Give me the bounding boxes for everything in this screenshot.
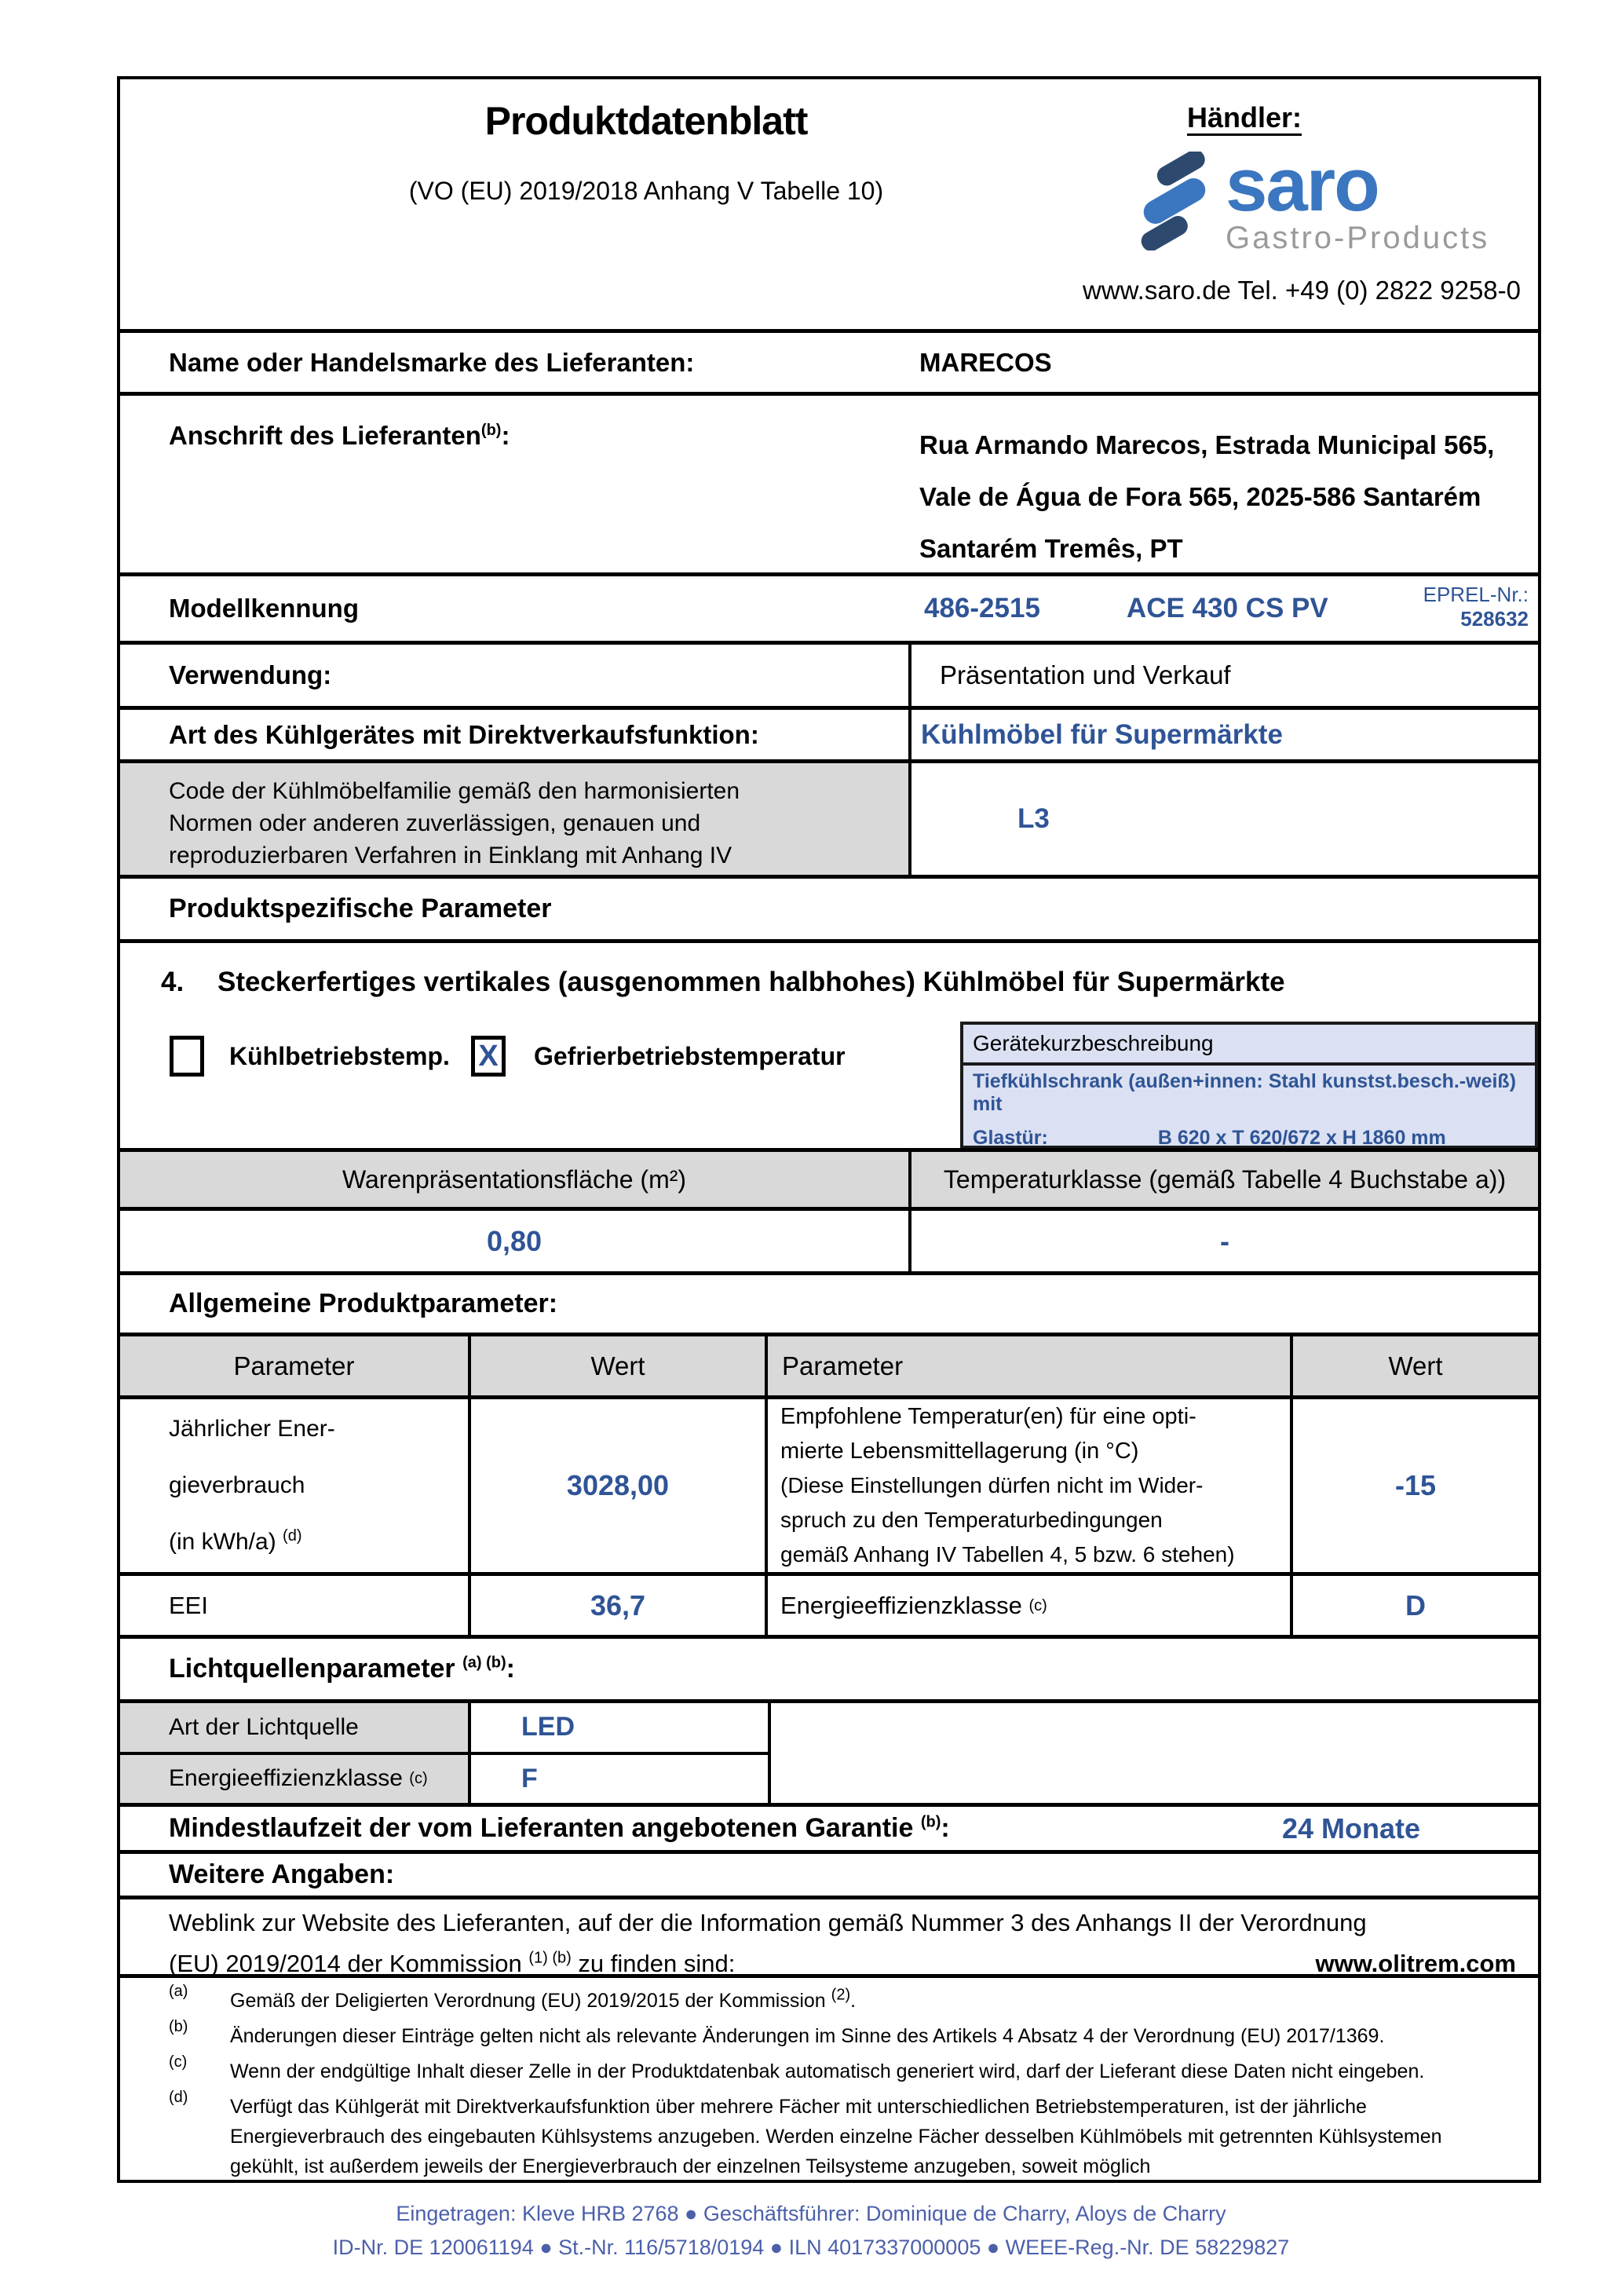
device-short-description-box	[960, 1022, 1538, 1149]
light-params-title: Lichtquellenparameter $^{(a) (b)}$:	[169, 1654, 515, 1684]
logo-tagline: Gastro-Products	[1226, 221, 1490, 255]
supplier-name-label: Name oder Handelsmarke des Lieferanten:	[169, 347, 695, 377]
supplier-name-row	[120, 329, 1538, 392]
eprel-block	[1423, 583, 1529, 631]
section4-heading	[161, 967, 1285, 998]
recommended-temperature-value: -15	[1290, 1399, 1538, 1572]
supplier-address-value	[908, 396, 1538, 575]
section4-number: 4.	[161, 967, 184, 997]
device-type-row	[120, 706, 1538, 759]
additional-info-title: Weitere Angaben:	[169, 1859, 395, 1889]
light-params-section	[120, 1635, 1538, 1699]
light-source-value: LED	[468, 1703, 768, 1752]
footer-line2: ID-Nr. DE 120061194 ● St.-Nr. 116/5718/0194 ● ILN 4017337000005 ● WEEE-Reg.-Nr. DE 58229827	[332, 2236, 1290, 2259]
additional-info-section	[120, 1850, 1538, 1896]
saro-logo	[1138, 143, 1490, 256]
footnote-d	[120, 2089, 1538, 2181]
supplier-address-row	[120, 392, 1538, 572]
energy-class-value: D	[1290, 1576, 1538, 1635]
footnote-marker: (c)	[169, 2053, 188, 2071]
warranty-row	[120, 1803, 1538, 1850]
device-type-value: Kühlmöbel für Supermärkte	[921, 718, 1283, 750]
section4-title: Steckerfertiges vertikales (ausgenommen halbhohes) Kühlmöbel für Supermärkte	[217, 967, 1285, 997]
eei-value: 36,7	[468, 1576, 765, 1635]
model-name: ACE 430 CS PV	[1126, 593, 1328, 623]
presentation-area-header: Warenpräsentationsfläche (m²)	[120, 1152, 908, 1207]
eprel-number: 528632	[1460, 607, 1529, 631]
product-params-title: Produktspezifische Parameter	[169, 894, 552, 923]
footnote-text: Verfügt das Kühlgerät mit Direktverkaufsfunktion über mehrere Fächer mit unterschiedlichen Betriebstemperaturen, ist der jährliche Energieverbrauch des eingebauten Kühlsystems anzugeben. Werden einzelne Fächer desselben Kühlmöbels mit getrennten Kühlsystemen gekühlt, ist außerdem jeweils der Energieverbrauch der einzelnen Teilsysteme anzugeben, soweit möglich	[230, 2096, 1442, 2177]
col-header-parameter-2: Parameter	[765, 1336, 1290, 1395]
temperature-class-header: Temperaturklasse (gemäß Tabelle 4 Buchstabe a))	[908, 1152, 1538, 1207]
header-row	[120, 79, 1538, 329]
logo-wordmark: saro	[1226, 143, 1379, 227]
family-code-value: L3	[908, 763, 1538, 875]
saro-logo-icon	[1138, 152, 1213, 254]
description-door-label: Glastür:	[973, 1127, 1048, 1149]
light-source-label: Art der Lichtquelle	[120, 1703, 468, 1752]
family-code-label: Code der Kühlmöbelfamilie gemäß den harmonisierten Normen oder anderen zuverlässigen, genauen und reproduzierbaren Verfahren in Einklang mit Anhang IV	[120, 763, 908, 875]
usage-label: Verwendung:	[169, 660, 332, 689]
usage-value: Präsentation und Verkauf	[940, 660, 1231, 689]
col-header-wert-1: Wert	[468, 1336, 765, 1395]
description-dimensions: B 620 x T 620/672 x H 1860 mm	[1157, 1127, 1446, 1149]
dealer-label: Händler:	[1187, 101, 1302, 133]
usage-value-cell	[908, 645, 1538, 706]
title-block	[356, 98, 937, 206]
checkbox-gefrierbetriebstemperatur-label: Gefrierbetriebstemperatur	[534, 1042, 846, 1070]
supplier-name-value: MARECOS	[919, 347, 1052, 377]
footnote-marker: (b)	[169, 2018, 188, 2035]
warranty-value: 24 Monate	[1282, 1812, 1421, 1844]
footnotes-section	[120, 1974, 1538, 2180]
device-type-label: Art des Kühlgerätes mit Direktverkaufsfunktion:	[169, 719, 759, 749]
page-footer	[0, 2197, 1622, 2265]
temperature-class-value: -	[908, 1211, 1538, 1271]
product-params-section	[120, 875, 1538, 939]
description-line-1: Tiefkühlschrank (außen+innen: Stahl kunstst.besch.-weiß) mit	[973, 1070, 1517, 1115]
light-source-row	[120, 1703, 768, 1752]
supplier-address-label: Anschrift des Lieferanten$^{(b)}$:	[169, 421, 510, 450]
eei-label: EEI	[169, 1591, 208, 1619]
description-line-2	[973, 1127, 1529, 1150]
energy-class-label: Energieeffizienzklasse (c)	[765, 1576, 1290, 1635]
eei-row	[120, 1572, 1538, 1635]
model-number: 486-2515	[924, 593, 1040, 623]
energy-consumption-row	[120, 1395, 1538, 1572]
footnote-a	[120, 1983, 1538, 2016]
weblink-line1: Weblink zur Website des Lieferanten, auf der die Information gemäß Nummer 3 des Anhangs II der Verordnung	[169, 1909, 1367, 1936]
light-params-empty-cell	[768, 1703, 1538, 1803]
family-code-row	[120, 759, 1538, 875]
page-title: Produktdatenblatt	[484, 99, 808, 143]
device-short-description-body	[963, 1066, 1535, 1149]
footnote-text: Gemäß der Deligierten Verordnung (EU) 2019/2015 der Kommission $^{(2)}$.	[230, 1986, 857, 2012]
contact-line: www.saro.de Tel. +49 (0) 2822 9258-0	[1083, 276, 1521, 305]
col-header-parameter-1: Parameter	[120, 1336, 468, 1395]
footnote-text: Änderungen dieser Einträge gelten nicht als relevante Änderungen im Sinne des Artikels 4 Absatz 4 der Verordnung (EU) 2017/1369.	[230, 2025, 1385, 2047]
address-line: Rua Armando Marecos, Estrada Municipal 565,	[919, 430, 1495, 459]
footnote-marker: (a)	[169, 1983, 188, 2000]
saro-logo-text	[1226, 143, 1490, 256]
general-params-title: Allgemeine Produktparameter:	[169, 1289, 558, 1318]
footnote-marker: (d)	[169, 2089, 188, 2106]
usage-row	[120, 641, 1538, 706]
warranty-label: Mindestlaufzeit der vom Lieferanten angebotenen Garantie $^{(b)}$:	[169, 1813, 950, 1843]
model-label: Modellkennung	[169, 594, 359, 623]
weblink-row	[120, 1896, 1538, 1977]
device-short-description-header: Gerätekurzbeschreibung	[963, 1025, 1535, 1066]
supplier-website-link[interactable]: www.olitrem.com	[1315, 1950, 1516, 1977]
model-row	[120, 572, 1538, 641]
footnote-c	[120, 2053, 1538, 2086]
light-energy-class-value: F	[468, 1755, 768, 1804]
address-line: Santarém Tremês, PT	[919, 534, 1183, 563]
recommended-temperature-label: Empfohlene Temperatur(en) für eine opti- mierte Lebensmittellagerung (in °C) (Diese Einstellungen dürfen nicht im Wider- spruch zu den Temperaturbedingungen gemäß Anhang IV Tabellen 4, 5 bzw. 6 stehen)	[765, 1399, 1290, 1572]
light-params-table	[120, 1699, 1538, 1803]
presentation-area-value: 0,80	[486, 1224, 542, 1257]
address-line: Vale de Água de Fora 565, 2025-586 Santarém	[919, 482, 1481, 511]
weblink-line2-text: (EU) 2019/2014 der Kommission $^{(1) (b)}$ zu finden sind:	[169, 1949, 736, 1977]
presentation-area-value-row	[120, 1207, 1538, 1271]
presentation-area-header-row	[120, 1148, 1538, 1207]
annual-energy-value: 3028,00	[468, 1399, 765, 1572]
params-table-header-row	[120, 1333, 1538, 1395]
datasheet	[117, 76, 1541, 2183]
footer-line1: Eingetragen: Kleve HRB 2768 ● Geschäftsführer: Dominique de Charry, Aloys de Charry	[396, 2202, 1226, 2225]
checkbox-gefrierbetriebstemperatur[interactable]: X	[471, 1036, 506, 1077]
light-energy-class-row	[120, 1752, 768, 1804]
section4-row	[120, 939, 1538, 1148]
device-type-value-cell	[908, 710, 1538, 759]
general-params-section	[120, 1271, 1538, 1333]
checkbox-kuehlbetriebstemp-label: Kühlbetriebstemp.	[229, 1042, 450, 1070]
col-header-wert-2: Wert	[1290, 1336, 1538, 1395]
footnote-text: Wenn der endgültige Inhalt dieser Zelle in der Produktdatenbak automatisch generiert wird, darf der Lieferant diese Daten nicht eingeben.	[230, 2060, 1425, 2082]
eprel-label: EPREL-Nr.:	[1423, 583, 1529, 606]
footnote-b	[120, 2018, 1538, 2051]
light-params-left	[120, 1703, 768, 1803]
checkbox-kuehlbetriebstemp[interactable]	[170, 1036, 204, 1077]
page-subtitle: (VO (EU) 2019/2018 Anhang V Tabelle 10)	[408, 177, 884, 205]
light-energy-class-label: Energieeffizienzklasse (c)	[120, 1755, 468, 1804]
annual-energy-label: Jährlicher Ener- gieverbrauch (in kWh/a) $^{(d)}$	[169, 1416, 335, 1555]
